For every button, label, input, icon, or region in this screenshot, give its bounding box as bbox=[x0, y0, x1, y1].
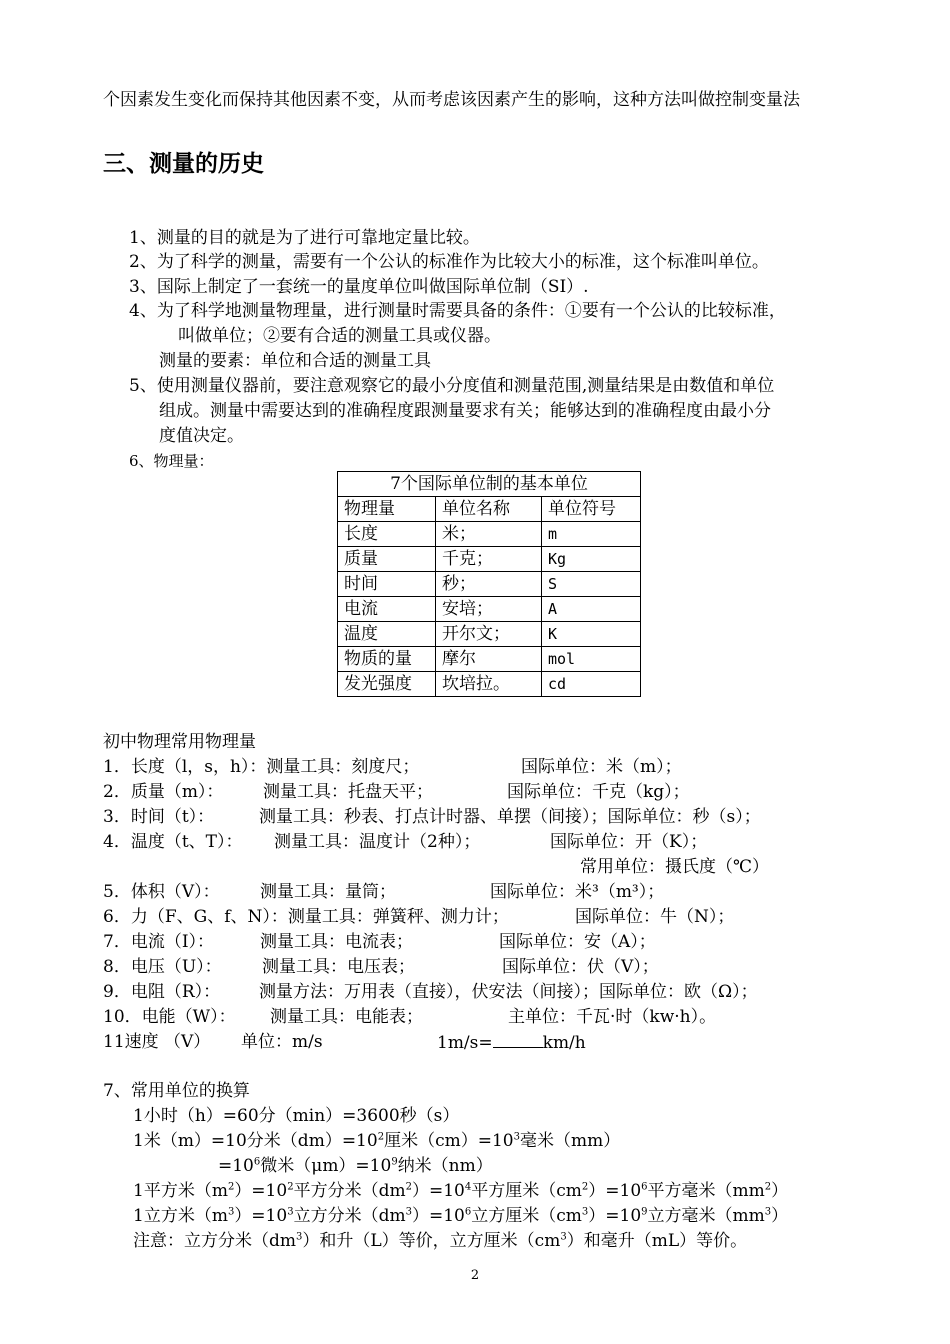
page-number: 2 bbox=[470, 1268, 480, 1283]
point-item: 叫做单位；②要有合适的测量工具或仪器。 bbox=[178, 326, 501, 346]
table-header: 单位名称 bbox=[436, 497, 542, 522]
quantity-label: 1．长度（l，s，h）：测量工具：刻度尺； bbox=[103, 757, 420, 777]
quantity-label: 3．时间（t）： bbox=[103, 807, 215, 827]
table-cell: A bbox=[542, 597, 641, 622]
table-cell: mol bbox=[542, 647, 641, 672]
conversion-title: 7、常用单位的换算 bbox=[103, 1081, 250, 1101]
quantity-unit: 国际单位：米³（m³）； bbox=[490, 882, 665, 902]
table-cell: cd bbox=[542, 672, 641, 697]
table-cell: 米； bbox=[436, 522, 542, 547]
table-cell: 温度 bbox=[338, 622, 436, 647]
table-cell: 物质的量 bbox=[338, 647, 436, 672]
quantity-label: 9．电阻（R）： bbox=[103, 982, 221, 1002]
quantity-label: 11速度 （V） bbox=[103, 1032, 211, 1052]
table-caption-row bbox=[338, 472, 641, 497]
table-cell: m bbox=[542, 522, 641, 547]
conversion-line-area: 1平方米$(m^2)=10^2$平方分米$(dm^2)=10^4$平方厘米$(cm^2)=10^6$平方毫米$(mm^2)$ bbox=[133, 1181, 789, 1201]
quantity-unit: 国际单位：开（K）； bbox=[550, 832, 708, 852]
point-item: 1、测量的目的就是为了进行可靠地定量比较。 bbox=[129, 228, 480, 248]
quantity-unit: 国际单位：伏（V）； bbox=[502, 957, 659, 977]
point-item: 度值决定。 bbox=[159, 426, 244, 446]
speed-conversion-right: km/h bbox=[542, 1033, 586, 1053]
table-row bbox=[338, 647, 641, 672]
point-item: 6、物理量： bbox=[129, 452, 214, 470]
table-cell: K bbox=[542, 622, 641, 647]
fill-in-blank[interactable] bbox=[493, 1031, 543, 1048]
quantity-tool: 测量工具：电压表； bbox=[262, 957, 415, 977]
conversion-line-time: 1小时（h）=60分（min）=3600秒（s） bbox=[133, 1106, 460, 1126]
section-title: 三、测量的历史 bbox=[103, 150, 264, 177]
quantity-label: 7．电流（I）： bbox=[103, 932, 215, 952]
table-cell: 发光强度 bbox=[338, 672, 436, 697]
table-cell: 千克； bbox=[436, 547, 542, 572]
si-base-units-table bbox=[337, 471, 641, 697]
table-cell: 坎培拉。 bbox=[436, 672, 542, 697]
point-item: 组成。测量中需要达到的准确程度跟测量要求有关；能够达到的准确程度由最小分 bbox=[159, 401, 771, 421]
quantity-label: 8．电压（U）： bbox=[103, 957, 222, 977]
quantity-tool: 测量方法：万用表（直接），伏安法（间接）；国际单位：欧（Ω）； bbox=[259, 982, 758, 1002]
table-row bbox=[338, 622, 641, 647]
quantity-tool: 测量工具：电能表； bbox=[270, 1007, 423, 1027]
table-row bbox=[338, 547, 641, 572]
quantity-tool: 测量工具：秒表、打点计时器、单摆（间接）；国际单位：秒（s）； bbox=[259, 807, 761, 827]
point-item: 2、为了科学的测量，需要有一个公认的标准作为比较大小的标准，这个标准叫单位。 bbox=[129, 252, 769, 272]
quantity-unit: 国际单位：牛（N）； bbox=[575, 907, 735, 927]
table-cell: 时间 bbox=[338, 572, 436, 597]
table-cell: 摩尔 bbox=[436, 647, 542, 672]
speed-conversion-left: 1m/s= bbox=[437, 1033, 493, 1053]
table-cell: 秒； bbox=[436, 572, 542, 597]
quantity-label: 6．力（F、G、f、N）：测量工具：弹簧秤、测力计； bbox=[103, 907, 509, 927]
point-item: 4、为了科学地测量物理量，进行测量时需要具备的条件：①要有一个公认的比较标准， bbox=[129, 301, 786, 321]
table-header-row bbox=[338, 497, 641, 522]
table-cell: 电流 bbox=[338, 597, 436, 622]
quantity-unit: 国际单位：安（A）； bbox=[499, 932, 656, 952]
quantity-unit: 国际单位：千克（kg）； bbox=[507, 782, 690, 802]
table-cell: 安培； bbox=[436, 597, 542, 622]
table-row bbox=[338, 597, 641, 622]
point-item: 3、国际上制定了一套统一的量度单位叫做国际单位制（SI）. bbox=[129, 277, 589, 297]
quantity-tool: 单位：m/s bbox=[241, 1032, 323, 1052]
quantity-tool: 测量工具：托盘天平； bbox=[263, 782, 433, 802]
quantity-unit: 国际单位：米（m）； bbox=[521, 757, 682, 777]
table-row bbox=[338, 522, 641, 547]
quantity-label: 4．温度（t、T）： bbox=[103, 832, 243, 852]
point-item: 测量的要素：单位和合适的测量工具 bbox=[159, 351, 431, 371]
quantity-tool: 测量工具：温度计（2种）； bbox=[274, 832, 481, 852]
table-row bbox=[338, 572, 641, 597]
quantity-tool: 测量工具：电流表； bbox=[260, 932, 413, 952]
quantity-tool: 测量工具：量筒； bbox=[260, 882, 396, 902]
intro-line: 个因素发生变化而保持其他因素不变，从而考虑该因素产生的影响，这种方法叫做控制变量法 bbox=[103, 90, 800, 110]
table-caption: 7个国际单位制的基本单位 bbox=[338, 472, 641, 497]
table-cell: 质量 bbox=[338, 547, 436, 572]
table-cell: Kg bbox=[542, 547, 641, 572]
quantity-label: 10．电能（W）： bbox=[103, 1007, 236, 1027]
conversion-note: 注意：立方分米$(dm^3)$和升（L）等价，立方厘米$(cm^3)$和毫升（mL）等价。 bbox=[133, 1231, 748, 1251]
quantities-title: 初中物理常用物理量 bbox=[103, 732, 256, 752]
quantity-label: 2．质量（m）： bbox=[103, 782, 224, 802]
table-header: 物理量 bbox=[338, 497, 436, 522]
quantity-extra-unit: 常用单位：摄氏度（℃） bbox=[580, 857, 770, 877]
table-header: 单位符号 bbox=[542, 497, 641, 522]
conversion-line-length-small: $=10^6$微米$(\mu m)=10^9$纳米（nm） bbox=[218, 1156, 493, 1176]
speed-conversion bbox=[437, 1031, 586, 1054]
conversion-line-length: 1米（m）=10分米$(dm)=10^2$厘米$(cm)=10^3$毫米（mm） bbox=[133, 1131, 621, 1151]
point-item: 5、使用测量仪器前，要注意观察它的最小分度值和测量范围,测量结果是由数值和单位 bbox=[129, 376, 775, 396]
table-row bbox=[338, 672, 641, 697]
conversion-line-volume: 1立方米$(m^3)=10^3$立方分米$(dm^3)=10^6$立方厘米$(cm^3)=10^9$立方毫米$(mm^3)$ bbox=[133, 1206, 789, 1226]
quantity-unit: 主单位：千瓦·时（kw·h）。 bbox=[508, 1007, 717, 1027]
table-cell: 长度 bbox=[338, 522, 436, 547]
table-cell: S bbox=[542, 572, 641, 597]
table-cell: 开尔文； bbox=[436, 622, 542, 647]
quantity-label: 5．体积（V）： bbox=[103, 882, 220, 902]
